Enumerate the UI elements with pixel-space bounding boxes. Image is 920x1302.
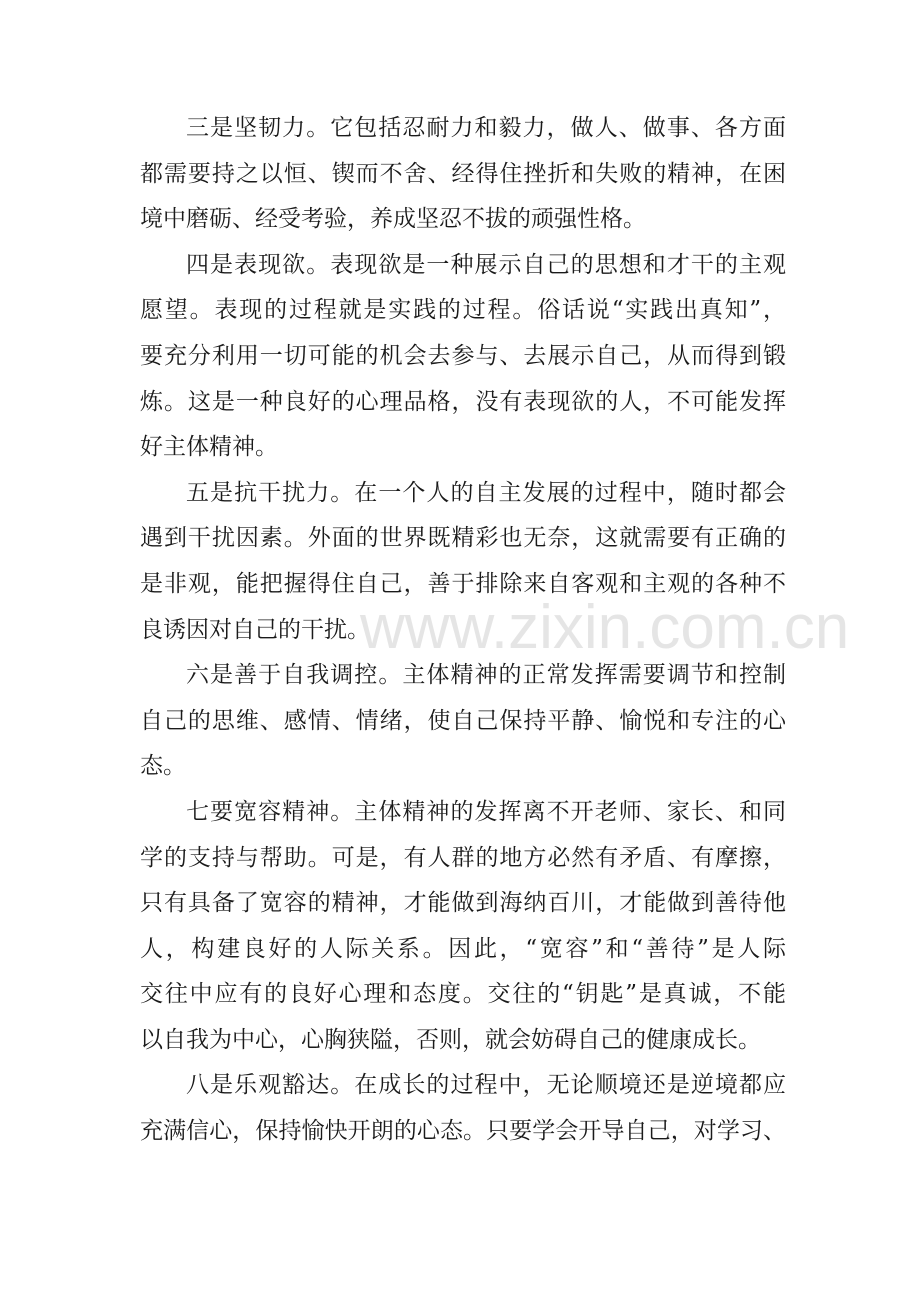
text-line: 自己的思维、感情、情绪，使自己保持平静、愉悦和专注的心 (140, 707, 786, 734)
document-body (140, 106, 786, 1155)
text-line: 好主体精神。 (140, 434, 278, 461)
text-line: 三是坚韧力。它包括忍耐力和毅力，做人、做事、各方面 (186, 115, 786, 141)
text-line: 八是乐观豁达。在成长的过程中，无论顺境还是逆境都应 (186, 1072, 786, 1099)
text-line: 七要宽容精神。主体精神的发挥离不开老师、家长、和同 (186, 798, 786, 825)
text-line: 愿望。表现的过程就是实践的过程。俗话说“实践出真知”， (140, 297, 786, 324)
text-line: 五是抗干扰力。在一个人的自主发展的过程中，随时都会 (186, 479, 786, 506)
paragraph-resilience (140, 106, 786, 243)
text-line: 六是善于自我调控。主体精神的正常发挥需要调节和控制 (186, 662, 786, 689)
text-line: 只有具备了宽容的精神，才能做到海纳百川，才能做到善待他 (140, 890, 786, 917)
text-line: 人，构建良好的人际关系。因此，“宽容”和“善待”是人际 (140, 935, 786, 962)
text-line: 良诱因对自己的干扰。 (140, 616, 370, 643)
paragraph-optimism (140, 1063, 786, 1154)
text-line: 遇到干扰因素。外面的世界既精彩也无奈，这就需要有正确的 (140, 525, 786, 552)
text-line: 学的支持与帮助。可是，有人群的地方必然有矛盾、有摩擦， (140, 844, 786, 871)
text-line: 是非观，能把握得住自己，善于排除来自客观和主观的各种不 (140, 570, 786, 597)
paragraph-anti-interference (140, 471, 786, 653)
watermark: www.zixin.com.cn (360, 593, 850, 662)
text-line: 态。 (140, 753, 186, 780)
text-line: 四是表现欲。表现欲是一种展示自己的思想和才干的主观 (186, 251, 786, 278)
text-line: 要充分利用一切可能的机会去参与、去展示自己，从而得到锻 (140, 342, 786, 369)
text-line: 交往中应有的良好心理和态度。交往的“钥匙”是真诚，不能 (140, 981, 786, 1008)
text-line: 都需要持之以恒、锲而不舍、经得住挫折和失败的精神，在困 (140, 160, 786, 187)
paragraph-expressiveness (140, 243, 786, 471)
paragraph-tolerance (140, 790, 786, 1064)
text-line: 以自我为中心，心胸狭隘，否则，就会妨碍自己的健康成长。 (140, 1026, 761, 1053)
text-line: 境中磨砺、经受考验，养成坚忍不拔的顽强性格。 (140, 206, 646, 233)
text-line: 充满信心，保持愉快开朗的心态。只要学会开导自己，对学习、 (140, 1118, 786, 1145)
paragraph-self-regulation (140, 653, 786, 790)
text-line: 炼。这是一种良好的心理品格，没有表现欲的人，不可能发挥 (140, 388, 786, 415)
